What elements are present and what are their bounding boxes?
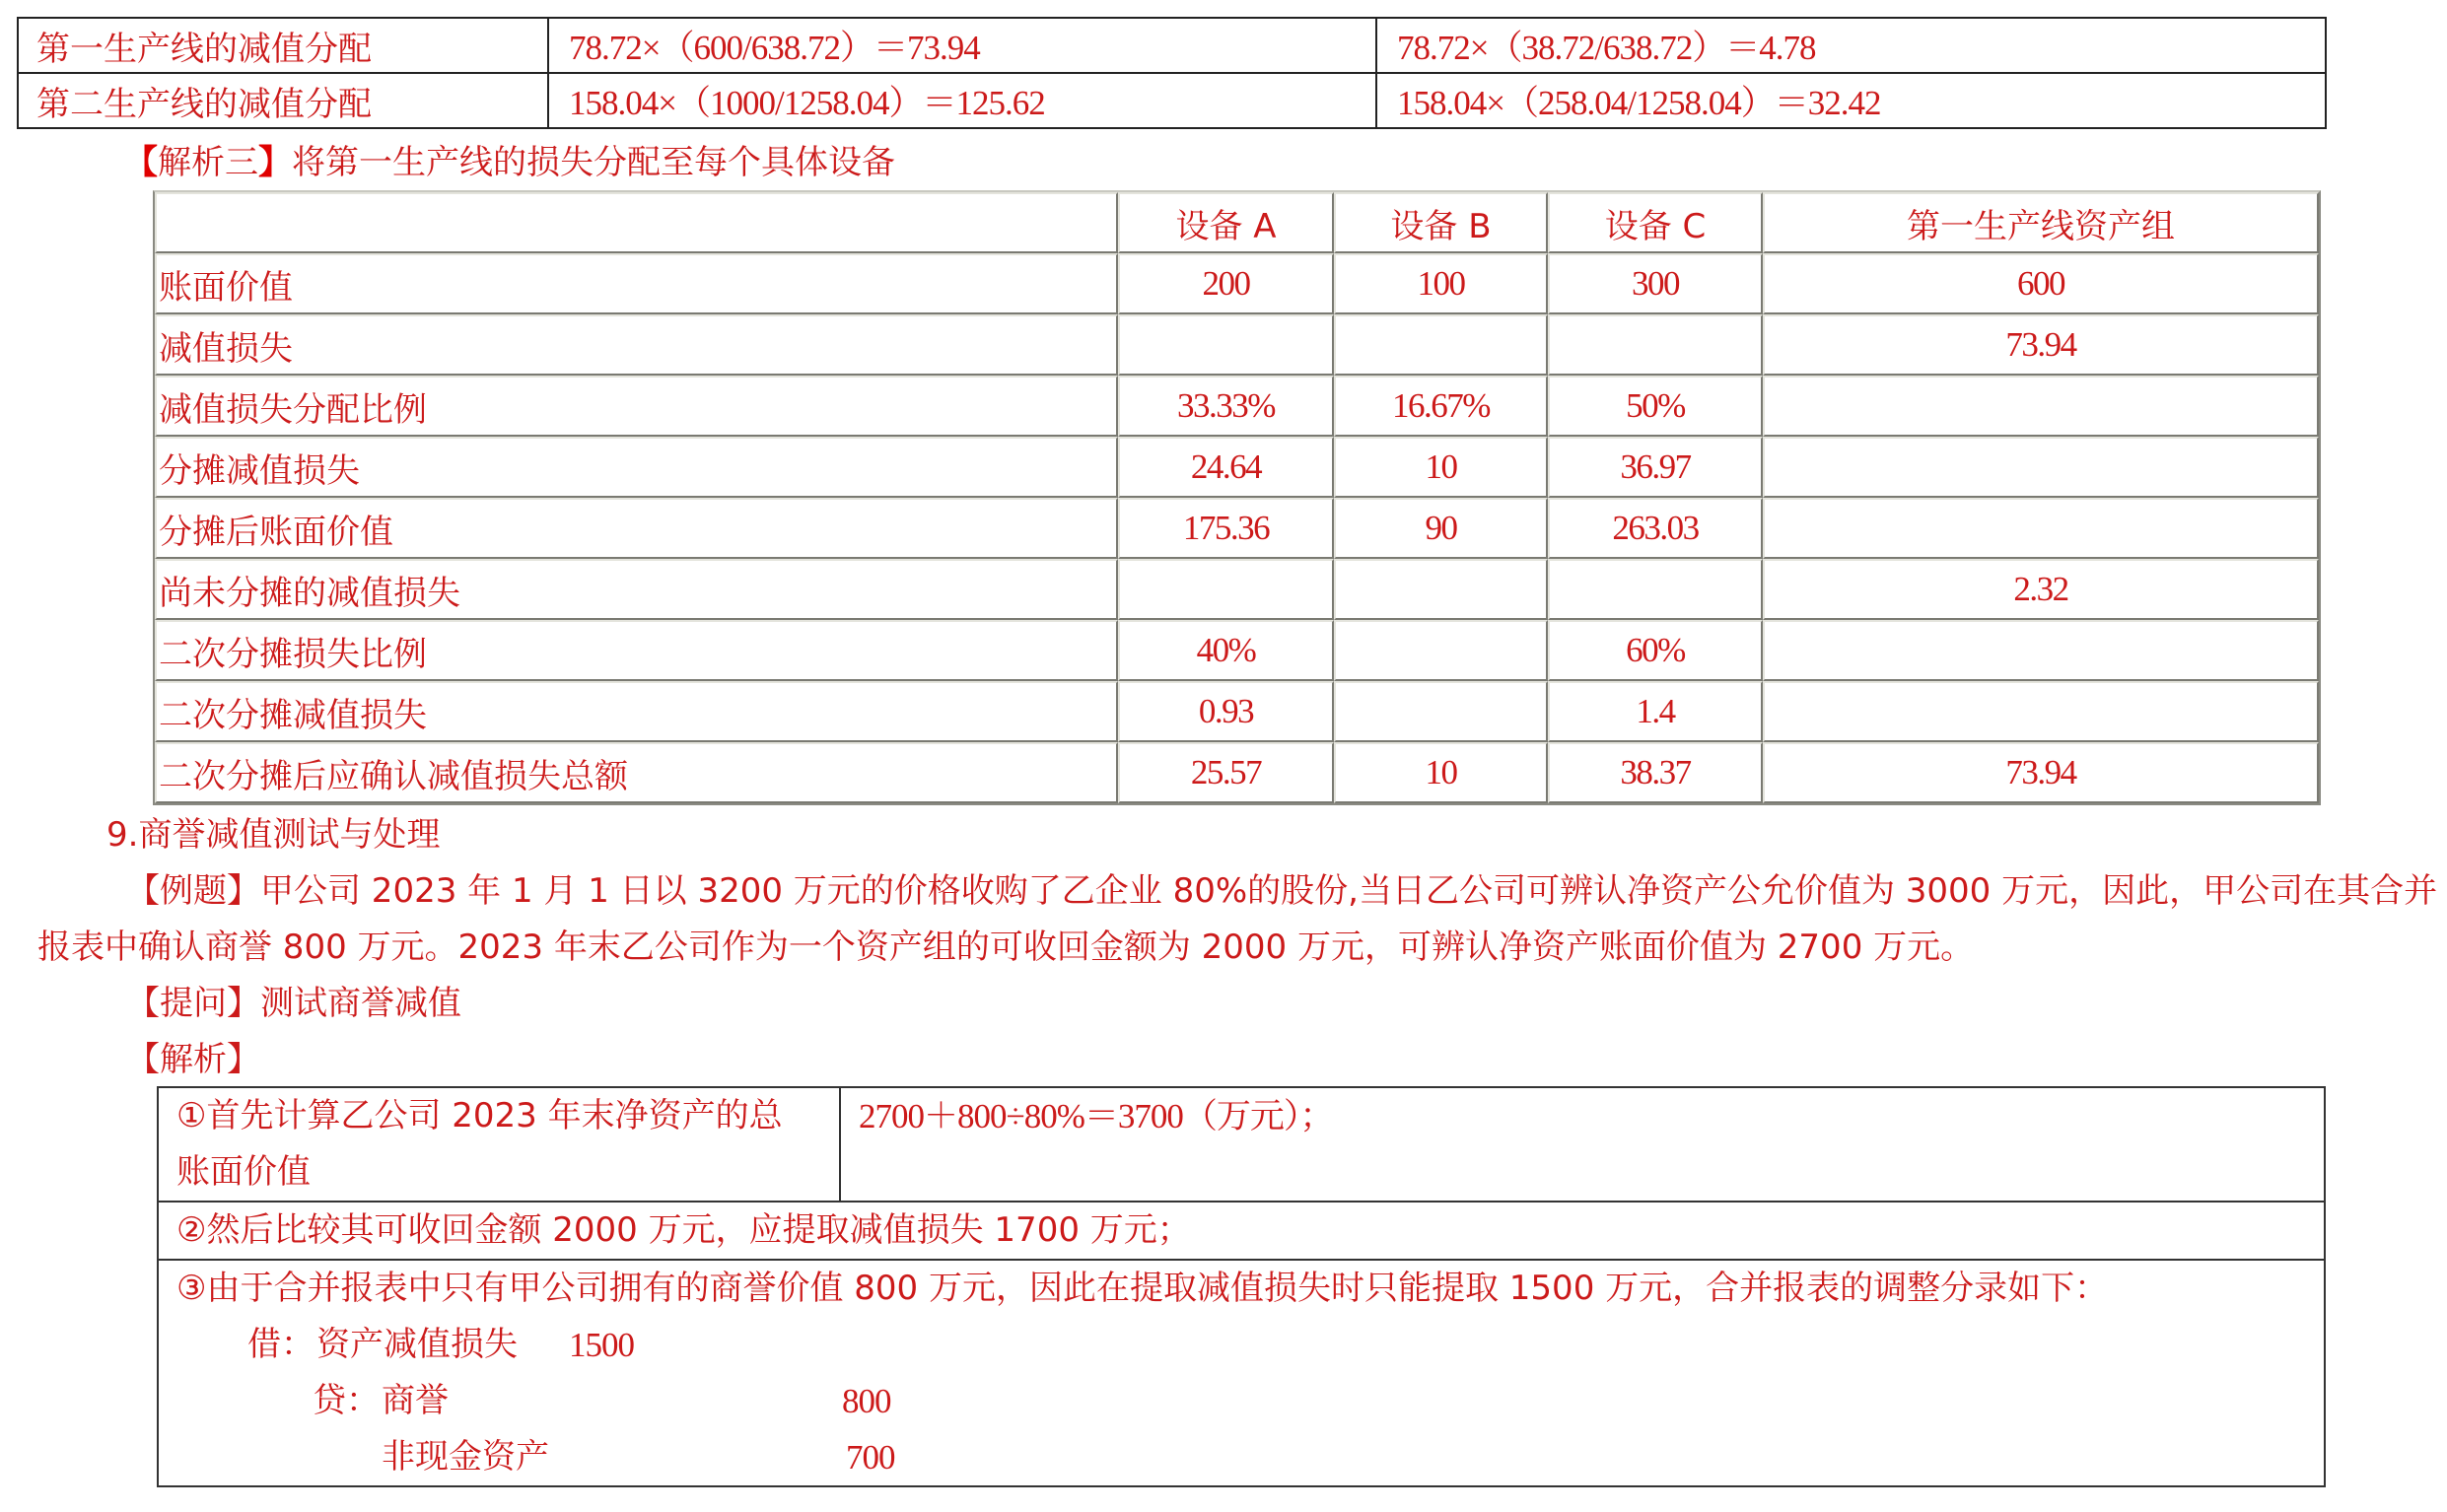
bracket-close: 】 bbox=[258, 143, 292, 182]
cell-group bbox=[1763, 681, 2319, 742]
cell-b: 100 bbox=[1334, 253, 1548, 314]
table-row bbox=[158, 1087, 2325, 1202]
cell-c: 50% bbox=[1548, 376, 1763, 437]
step3-cell bbox=[158, 1260, 2325, 1486]
table-row bbox=[155, 498, 2319, 559]
header-equipment-c: 设备 C bbox=[1548, 192, 1763, 253]
row-label: 第一生产线的减值分配 bbox=[18, 18, 548, 73]
formula-cell: 158.04×（1000/1258.04）＝125.62 bbox=[548, 73, 1376, 128]
row-label: 减值损失 bbox=[155, 314, 1118, 376]
step1-label-line1: ①首先计算乙公司 2023 年末净资产的总 bbox=[176, 1096, 783, 1135]
cell-b: 16.67% bbox=[1334, 376, 1548, 437]
cell-b: 10 bbox=[1334, 437, 1548, 498]
header-equipment-a: 设备 A bbox=[1118, 192, 1334, 253]
table-row bbox=[158, 1260, 2325, 1486]
cell-a: 0.93 bbox=[1118, 681, 1334, 742]
cell-a: 25.57 bbox=[1118, 742, 1334, 803]
cell-a bbox=[1118, 559, 1334, 620]
step3-text: ③由于合并报表中只有甲公司拥有的商誉价值 800 万元，因此在提取减值损失时只能提取 1500 万元，合并报表的调整分录如下： bbox=[176, 1269, 2109, 1308]
bracket-open: 【 bbox=[124, 143, 158, 182]
row-label: 尚未分摊的减值损失 bbox=[155, 559, 1118, 620]
step1-value bbox=[840, 1087, 2325, 1202]
header-equipment-b: 设备 B bbox=[1334, 192, 1548, 253]
step1-label-line2: 账面价值 bbox=[176, 1152, 311, 1192]
example-text-line1: 甲公司 2023 年 1 月 1 日以 3200 万元的价格收购了乙企业 80%的股份,当日乙公司可辨认净资产公允价值为 3000 万元，因此，甲公司在其合并 bbox=[260, 871, 2438, 911]
section9-heading: 9.商誉减值测试与处理 bbox=[106, 815, 441, 855]
step1-label bbox=[158, 1087, 840, 1202]
formula-cell: 158.04×（258.04/1258.04）＝32.42 bbox=[1376, 73, 2326, 128]
row-label: 二次分摊损失比例 bbox=[155, 620, 1118, 681]
table-row bbox=[155, 314, 2319, 376]
row-label: 账面价值 bbox=[155, 253, 1118, 314]
table-row bbox=[155, 437, 2319, 498]
cell-a: 200 bbox=[1118, 253, 1334, 314]
step2-text: ②然后比较其可收回金额 2000 万元，应提取减值损失 1700 万元； bbox=[176, 1210, 1191, 1250]
cell-group bbox=[1763, 437, 2319, 498]
table-row bbox=[158, 1202, 2325, 1260]
cell-group: 600 bbox=[1763, 253, 2319, 314]
cell-b: 90 bbox=[1334, 498, 1548, 559]
cell-group bbox=[1763, 376, 2319, 437]
table-row bbox=[155, 376, 2319, 437]
cell-c: 36.97 bbox=[1548, 437, 1763, 498]
row-label: 二次分摊后应确认减值损失总额 bbox=[155, 742, 1118, 803]
row-label: 分摊后账面价值 bbox=[155, 498, 1118, 559]
table-row bbox=[18, 18, 2326, 73]
answer-tag: 【解析】 bbox=[126, 1040, 260, 1079]
table-header-row bbox=[155, 192, 2319, 253]
row-label: 减值损失分配比例 bbox=[155, 376, 1118, 437]
example-paragraph-line1 bbox=[126, 871, 2438, 911]
cell-group: 2.32 bbox=[1763, 559, 2319, 620]
debit-amount: 1500 bbox=[569, 1326, 634, 1364]
cell-b bbox=[1334, 681, 1548, 742]
header-asset-group: 第一生产线资产组 bbox=[1763, 192, 2319, 253]
cell-c: 60% bbox=[1548, 620, 1763, 681]
cell-group bbox=[1763, 620, 2319, 681]
table-row bbox=[155, 620, 2319, 681]
credit1-account: 商誉 bbox=[382, 1381, 449, 1420]
example-tag: 【例题】 bbox=[126, 871, 260, 911]
table-row bbox=[155, 559, 2319, 620]
cell-a bbox=[1118, 314, 1334, 376]
analysis3-text: 将第一生产线的损失分配至每个具体设备 bbox=[292, 143, 895, 182]
row-label: 第二生产线的减值分配 bbox=[18, 73, 548, 128]
solution-table bbox=[157, 1086, 2326, 1487]
credit2-amount: 700 bbox=[846, 1438, 895, 1477]
cell-group bbox=[1763, 498, 2319, 559]
impairment-allocation-summary-table bbox=[17, 17, 2327, 129]
formula-cell: 78.72×（38.72/638.72）＝4.78 bbox=[1376, 18, 2326, 73]
journal-debit-line bbox=[176, 1317, 2324, 1373]
question-tag: 【提问】 bbox=[126, 984, 260, 1023]
header-cell bbox=[155, 192, 1118, 253]
question-line bbox=[126, 984, 461, 1023]
row-label: 分摊减值损失 bbox=[155, 437, 1118, 498]
debit-account: 资产减值损失 bbox=[316, 1325, 518, 1364]
journal-credit-line-1 bbox=[176, 1373, 2324, 1429]
example-paragraph-line2: 报表中确认商誉 800 万元。2023 年末乙公司作为一个资产组的可收回金额为 2000 万元，可辨认净资产账面价值为 2700 万元。 bbox=[37, 928, 1975, 967]
cell-b: 10 bbox=[1334, 742, 1548, 803]
analysis3-heading bbox=[124, 143, 895, 182]
cell-b bbox=[1334, 620, 1548, 681]
cell-c: 300 bbox=[1548, 253, 1763, 314]
formula-cell: 78.72×（600/638.72）＝73.94 bbox=[548, 18, 1376, 73]
question-text: 测试商誉减值 bbox=[260, 984, 461, 1023]
table-row bbox=[155, 681, 2319, 742]
cell-a: 175.36 bbox=[1118, 498, 1334, 559]
cell-b bbox=[1334, 559, 1548, 620]
row-label: 二次分摊减值损失 bbox=[155, 681, 1118, 742]
credit-prefix: 贷： bbox=[313, 1381, 380, 1420]
table-row bbox=[18, 73, 2326, 128]
step1-formula: 2700＋800÷80%＝3700（万元）； bbox=[859, 1097, 1334, 1135]
credit2-account: 非现金资产 bbox=[382, 1437, 549, 1477]
cell-c bbox=[1548, 314, 1763, 376]
credit1-amount: 800 bbox=[842, 1382, 891, 1420]
analysis3-tag: 解析三 bbox=[158, 143, 258, 182]
cell-group: 73.94 bbox=[1763, 742, 2319, 803]
cell-c: 38.37 bbox=[1548, 742, 1763, 803]
cell-a: 33.33% bbox=[1118, 376, 1334, 437]
cell-c bbox=[1548, 559, 1763, 620]
debit-prefix: 借： bbox=[247, 1325, 315, 1364]
cell-c: 263.03 bbox=[1548, 498, 1763, 559]
cell-a: 24.64 bbox=[1118, 437, 1334, 498]
step2-cell bbox=[158, 1202, 2325, 1260]
table-row bbox=[155, 253, 2319, 314]
cell-b bbox=[1334, 314, 1548, 376]
cell-c: 1.4 bbox=[1548, 681, 1763, 742]
equipment-allocation-table bbox=[153, 190, 2321, 805]
table-row bbox=[155, 742, 2319, 803]
cell-group: 73.94 bbox=[1763, 314, 2319, 376]
cell-a: 40% bbox=[1118, 620, 1334, 681]
journal-credit-line-2 bbox=[176, 1429, 2324, 1485]
